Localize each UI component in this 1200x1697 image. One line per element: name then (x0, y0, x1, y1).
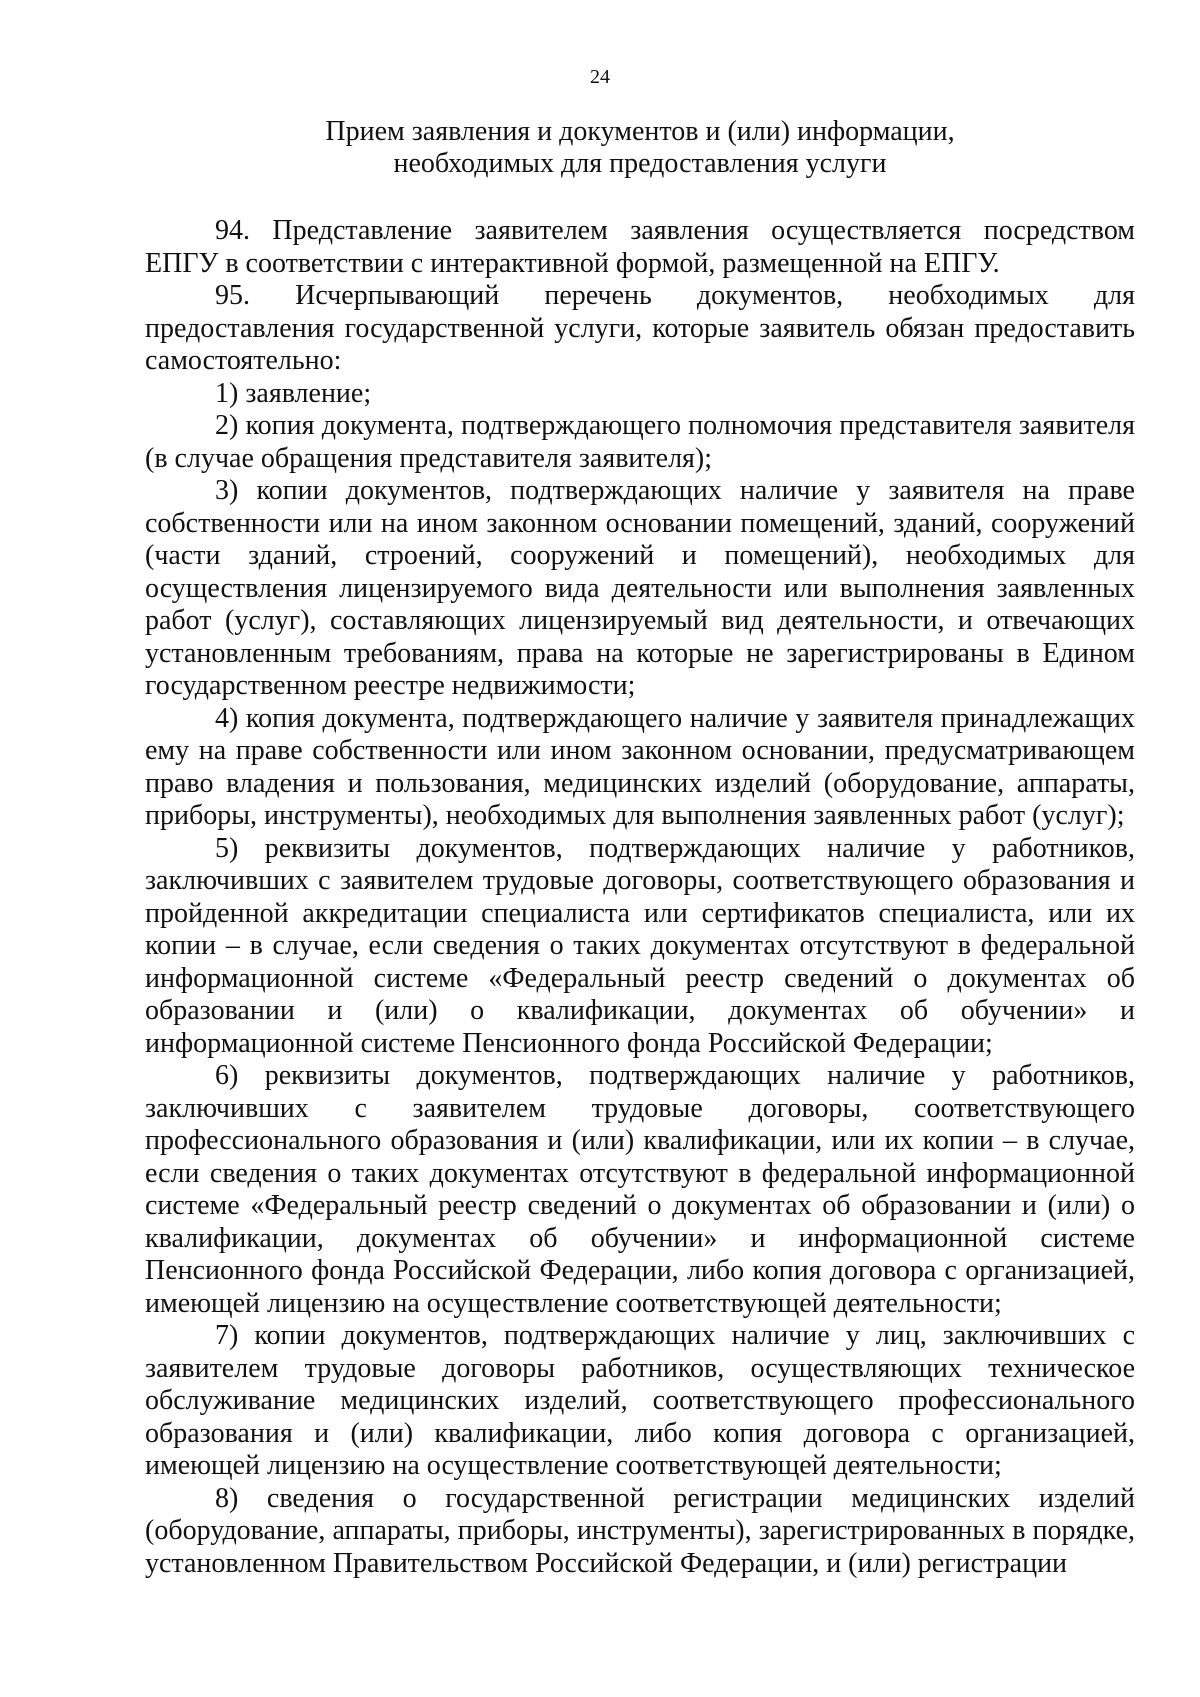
list-item-2: 2) копия документа, подтверждающего полномочия представителя заявителя (в случае обращения представителя заявителя); (145, 410, 1135, 474)
list-item-5: 5) реквизиты документов, подтверждающих наличие у работников, заключивших с заявителем трудовые договоры, соответствующего образования и пройденной аккредитации специалиста или сертификатов специалиста, или их копии – в случае, если сведения о таких документах отсутствуют в федеральной информационной системе «Федеральный реестр сведений о документах об образовании и (или) о квалификации, документах об обучении» и информационной системе Пенсионного фонда Российской Федерации; (145, 832, 1135, 1059)
list-item-4: 4) копия документа, подтверждающего наличие у заявителя принадлежащих ему на праве собственности или ином законном основании, предусматривающем право владения и пользования, медицинских изделий (оборудование, аппараты, приборы, инструменты), необходимых для выполнения заявленных работ (услуг); (145, 702, 1135, 831)
list-item-1: 1) заявление; (215, 377, 372, 409)
section-heading (145, 116, 1135, 180)
list-item-7: 7) копии документов, подтверждающих наличие у лиц, заключивших с заявителем трудовые договоры работников, осуществляющих техническое обслуживание медицинских изделий, соответствующего профессионального образования и (или) квалификации, либо копия договора с организацией, имеющей лицензию на осуществление соответствующей деятельности; (145, 1320, 1135, 1481)
page-number: 24 (590, 66, 610, 88)
section-heading-line-1: Прием заявления и документов и (или) информации, (325, 116, 955, 147)
paragraph-94: 94. Представление заявителем заявления осуществляется посредством ЕПГУ в соответствии с интерактивной формой, размещенной на ЕПГУ. (145, 215, 1135, 279)
document-body (145, 215, 1135, 1580)
paragraph-95: 95. Исчерпывающий перечень документов, необходимых для предоставления государственной услуги, которые заявитель обязан предоставить самостоятельно: (145, 280, 1135, 376)
list-item-6: 6) реквизиты документов, подтверждающих наличие у работников, заключивших с заявителем трудовые договоры, соответствующего профессионального образования и (или) квалификации, или их копии – в случае, если сведения о таких документах отсутствуют в федеральной информационной системе «Федеральный реестр сведений о документах об образовании и (или) о квалификации, документах об обучении» и информационной системе Пенсионного фонда Российской Федерации, либо копия договора с организацией, имеющей лицензию на осуществление соответствующей деятельности; (145, 1060, 1135, 1319)
list-item-8: 8) сведения о государственной регистрации медицинских изделий (оборудование, аппараты, приборы, инструменты), зарегистрированных в порядке, установленном Правительством Российской Федерации, и (или) регистрации (145, 1482, 1135, 1579)
section-heading-line-2: необходимых для предоставления услуги (393, 148, 887, 179)
list-item-3: 3) копии документов, подтверждающих наличие у заявителя на праве собственности или на ином законном основании помещений, зданий, сооружений (части зданий, строений, сооружений и помещений), необходимых для осуществления лицензируемого вида деятельности или выполнения заявленных работ (услуг), составляющих лицензируемый вид деятельности, и отвечающих установленным требованиям, права на которые не зарегистрированы в Едином государственном реестре недвижимости; (145, 475, 1135, 701)
